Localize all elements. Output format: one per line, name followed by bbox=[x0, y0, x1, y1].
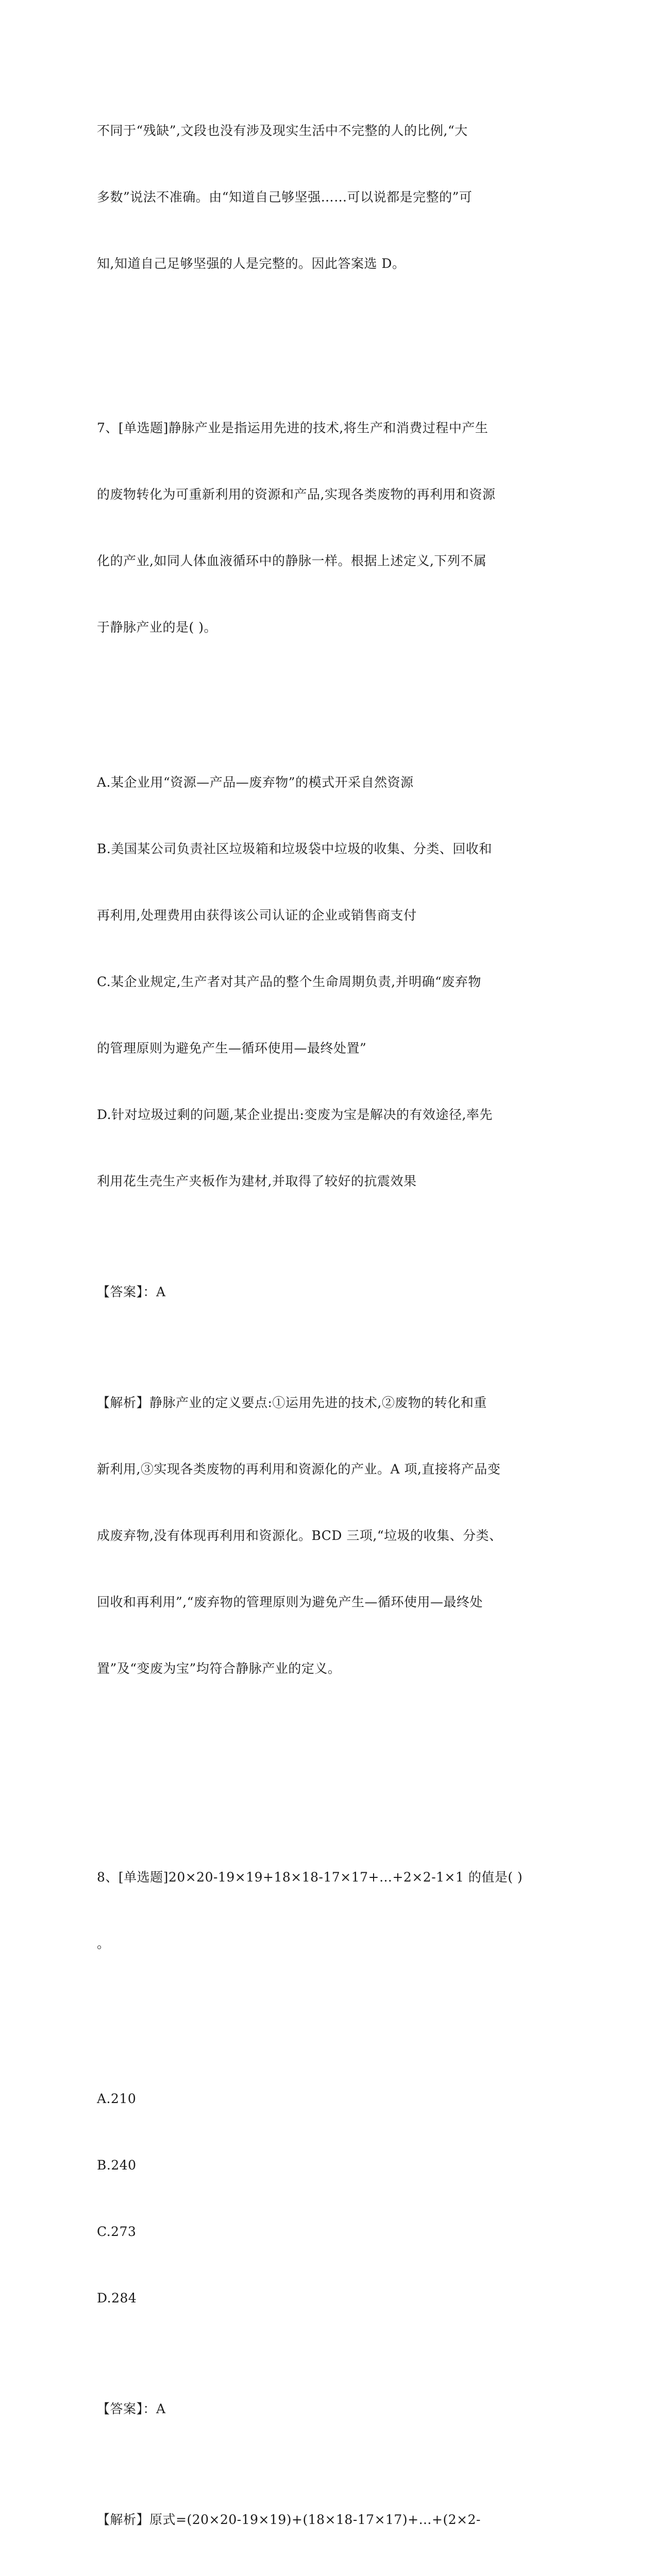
question-7-options bbox=[97, 727, 561, 1236]
option-b-continued: 再利用,处理费用由获得该公司认证的企业或销售商支付 bbox=[97, 908, 417, 923]
text-line: 8、[单选题]20×20-19×19+18×18-17×17+…+2×2-1×1 的值是( ) bbox=[97, 1870, 523, 1885]
text-line: 【解析】静脉产业的定义要点:①运用先进的技术,②废物的转化和重 bbox=[97, 1395, 487, 1410]
text-line: 不同于“残缺”,文段也没有涉及现实生活中不完整的人的比例,“大 bbox=[97, 123, 468, 138]
option-c-continued: 的管理原则为避免产生—循环使用—最终处置” bbox=[97, 1041, 367, 1056]
text-line: 多数”说法不准确。由“知道自己够坚强……可以说都是完整的”可 bbox=[97, 190, 473, 205]
text-line: 知,知道自己足够坚强的人是完整的。因此答案选 D。 bbox=[97, 256, 406, 271]
text-line: 化的产业,如同人体血液循环中的静脉一样。根据上述定义,下列不属 bbox=[97, 553, 487, 568]
question-8-explanation bbox=[97, 2464, 561, 2576]
question-8-answer: 【答案】：A bbox=[97, 2401, 166, 2416]
option-c: C.273 bbox=[97, 2224, 137, 2239]
text-line: 的废物转化为可重新利用的资源和产品,实现各类废物的再利用和资源 bbox=[97, 487, 496, 502]
option-a: A.某企业用“资源—产品—废弃物”的模式开采自然资源 bbox=[97, 775, 414, 790]
option-d: D.针对垃圾过剩的问题,某企业提出:变废为宝是解决的有效途径,率先 bbox=[97, 1107, 493, 1122]
text-line: 【解析】原式=(20×20-19×19)+(18×18-17×17)+…+(2×2- bbox=[97, 2512, 481, 2527]
option-b: B.美国某公司负责社区垃圾箱和垃圾袋中垃圾的收集、分类、回收和 bbox=[97, 841, 492, 856]
previous-explanation-tail bbox=[97, 75, 561, 319]
question-7-explanation bbox=[97, 1347, 561, 1724]
question-7 bbox=[97, 328, 561, 1768]
page-content bbox=[97, 75, 561, 2576]
question-8-stem bbox=[97, 1822, 561, 1999]
question-8 bbox=[97, 1777, 561, 2576]
text-line: 回收和再利用”,“废弃物的管理原则为避免产生—循环使用—最终处 bbox=[97, 1595, 483, 1609]
option-c: C.某企业规定,生产者对其产品的整个生命周期负责,并明确“废弃物 bbox=[97, 974, 481, 989]
option-b: B.240 bbox=[97, 2158, 137, 2173]
paragraph-gap bbox=[97, 319, 561, 328]
option-a: A.210 bbox=[97, 2091, 137, 2106]
text-line: 新利用,③实现各类废物的再利用和资源化的产业。A 项,直接将产品变 bbox=[97, 1462, 501, 1477]
text-line: 7、[单选题]静脉产业是指运用先进的技术,将生产和消费过程中产生 bbox=[97, 420, 488, 435]
question-7-answer: 【答案】：A bbox=[97, 1284, 166, 1299]
text-line: 。 bbox=[97, 1936, 110, 1951]
question-7-stem bbox=[97, 372, 561, 683]
text-line: 成废弃物,没有体现再利用和资源化。BCD 三项,“垃圾的收集、分类、 bbox=[97, 1528, 502, 1543]
option-d-continued: 利用花生壳生产夹板作为建材,并取得了较好的抗震效果 bbox=[97, 1174, 417, 1189]
text-line: 置”及“变废为宝”均符合静脉产业的定义。 bbox=[97, 1661, 341, 1676]
text-line: 于静脉产业的是( )。 bbox=[97, 620, 217, 635]
paragraph-gap bbox=[97, 1768, 561, 1777]
option-d: D.284 bbox=[97, 2291, 137, 2306]
question-8-options bbox=[97, 2043, 561, 2353]
